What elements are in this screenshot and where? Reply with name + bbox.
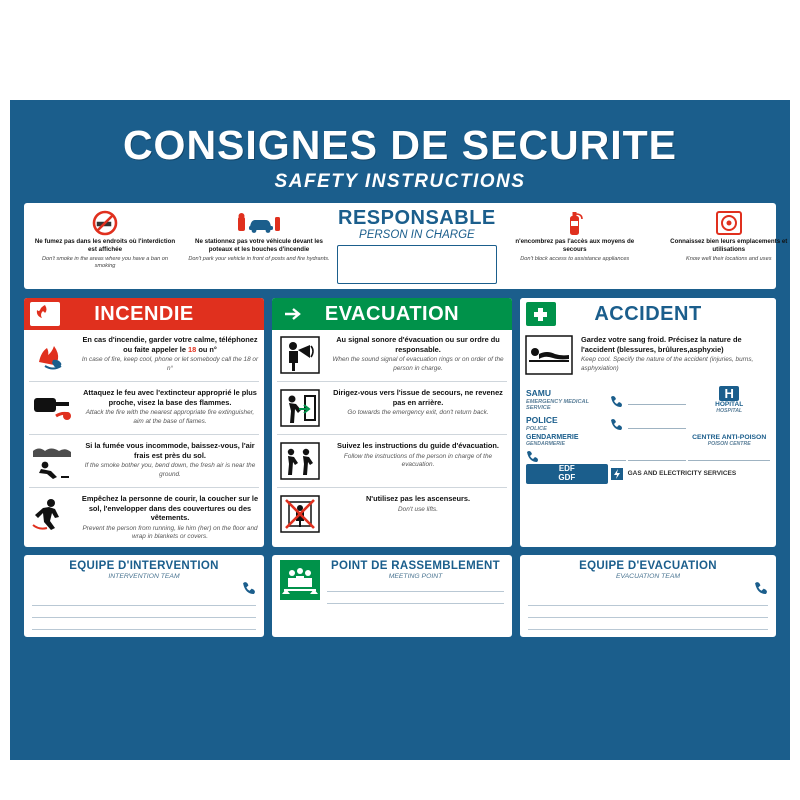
- contact-name: CENTRE ANTI-POISON: [692, 433, 767, 441]
- column-header-accident: [520, 298, 776, 330]
- item-en: Go towards the emergency exit, don't return back.: [347, 409, 489, 417]
- responsable-title-en: PERSON IN CHARGE: [359, 229, 475, 242]
- contact-sub: EMERGENCY MEDICAL SERVICE: [526, 398, 589, 411]
- emergency-exit-icon: [277, 388, 323, 428]
- divider: [29, 434, 259, 435]
- phone-icon: [609, 415, 627, 432]
- column-header-incendie: [24, 298, 264, 330]
- item-fr: Si la fumée vous incommode, baissez-vous, l'air frais est près du sol.: [85, 441, 255, 460]
- item-en: Don't use lifts.: [398, 505, 438, 513]
- extinguisher-use-icon: [29, 388, 75, 428]
- phone-icon: [528, 580, 768, 594]
- item-en: In case of fire, keep cool, phone or let somebody call the 18 or n°: [81, 356, 259, 372]
- note-en: Don't block access to assistance appliances: [520, 255, 630, 262]
- contact-name: GAS AND ELECTRICITY SERVICES: [627, 470, 737, 478]
- contact-row: [525, 415, 771, 432]
- responsable-note-hose-reel: [654, 208, 800, 284]
- item-fr: En cas d'incendie, garder votre calme, téléphonez ou faite appeler le 18 ou n°: [82, 335, 258, 354]
- write-in-line[interactable]: [528, 594, 768, 606]
- intervention-team-box: [24, 555, 264, 637]
- note-fr: Connaissez bien leurs emplacements et utilisations: [670, 238, 788, 253]
- page-subtitle: SAFETY INSTRUCTIONS: [274, 171, 526, 193]
- contact-name: GENDARMERIE: [526, 433, 579, 441]
- note-en: Don't smoke in the areas where you have a ban on smoking: [41, 255, 169, 269]
- contact-value-field[interactable]: [628, 451, 687, 461]
- edf-gdf-badge: EDF GDF: [526, 464, 608, 484]
- follow-guide-icon: [277, 441, 323, 481]
- note-en: Don't park your vehicle in front of posts and fire hydrants.: [188, 255, 330, 262]
- item-fr: Suivez les instructions du guide d'évacuation.: [337, 441, 499, 451]
- write-in-line[interactable]: [32, 618, 256, 630]
- contact-value-field[interactable]: [628, 419, 687, 429]
- assembly-point-icon: [280, 560, 320, 600]
- column-title: ACCIDENT: [594, 302, 702, 325]
- write-in-line[interactable]: [327, 592, 504, 604]
- exit-arrow-icon: [278, 302, 308, 326]
- meeting-point-box: [272, 555, 512, 637]
- contact-row: [525, 448, 771, 463]
- contact-value-field[interactable]: [628, 395, 687, 405]
- write-in-line[interactable]: [32, 606, 256, 618]
- phone-icon: [525, 448, 609, 463]
- no-parking-car-icon: [236, 210, 282, 236]
- first-aid-icon: [526, 302, 556, 326]
- item-fr: Dirigez-vous vers l'issue de secours, ne revenez pas en arrière.: [333, 388, 503, 407]
- item-en: Follow the instructions of the person in charge of the evacuation.: [343, 452, 493, 468]
- divider: [277, 434, 507, 435]
- injured-person-icon: [525, 335, 575, 377]
- alarm-speaker-person-icon: [277, 335, 323, 375]
- responsable-name-field[interactable]: [337, 245, 497, 284]
- stop-running-person-icon: [29, 494, 75, 534]
- box-subtitle: MEETING POINT: [388, 572, 443, 580]
- fire-hose-reel-icon: [715, 210, 743, 236]
- column-incendie: [24, 298, 264, 547]
- evacuation-team-box: [520, 555, 776, 637]
- contact-sub: GENDARMERIE: [526, 441, 565, 448]
- divider: [29, 381, 259, 382]
- responsable-note-extinguisher: [500, 208, 650, 284]
- bottom-strips: [24, 555, 776, 637]
- accident-top-note: [525, 335, 771, 377]
- contact-row: [525, 385, 771, 415]
- emergency-contacts: [525, 385, 771, 485]
- item-en: Prevent the person from running, lie him (her) on the floor and wrap in blankets or covers.: [82, 524, 258, 541]
- contact-sub: POLICE: [526, 425, 547, 432]
- responsable-note-no-parking: [184, 208, 334, 284]
- no-lift-icon: [277, 494, 323, 534]
- divider: [29, 487, 259, 488]
- phone-icon: [609, 385, 627, 415]
- box-title: EQUIPE D'INTERVENTION: [69, 559, 219, 572]
- contact-name: SAMU: [526, 388, 552, 399]
- fire-extinguisher-icon: [563, 210, 587, 236]
- contact-sub: HOSPITAL: [716, 408, 743, 415]
- write-in-line[interactable]: [32, 594, 256, 606]
- item-fr: Gardez votre sang froid. Précisez la nature de l'accident (blessures, brûlures,asphyxie): [581, 335, 742, 354]
- column-title: EVACUATION: [324, 302, 460, 325]
- contact-value-field[interactable]: [610, 451, 626, 461]
- box-title: POINT DE RASSEMBLEMENT: [331, 559, 500, 572]
- item-fr: N'utilisez pas les ascenseurs.: [365, 494, 471, 504]
- item-en: When the sound signal of evacuation rings or on order of the person in charge.: [332, 356, 504, 372]
- contact-value-field[interactable]: [688, 451, 770, 461]
- hospital-h-icon: H: [719, 386, 738, 401]
- column-body-evacuation: [272, 330, 512, 547]
- box-subtitle: INTERVENTION TEAM: [108, 572, 180, 580]
- page-title: CONSIGNES DE SECURITE: [122, 122, 678, 168]
- contact-name: POLICE: [526, 415, 558, 426]
- divider: [277, 487, 507, 488]
- responsable-title: RESPONSABLE: [338, 207, 496, 230]
- contact-sub: POISON CENTRE: [707, 441, 751, 448]
- item-fr: Empêchez la personne de courir, la coucher sur le sol, l'envelopper dans des couvertures ou des vêtements.: [81, 494, 259, 523]
- phone-icon: [32, 580, 256, 594]
- item-fr: Attaquez le feu avec l'extincteur approprié le plus proche, visez la base des flammes.: [83, 388, 257, 407]
- list-item: [277, 494, 507, 534]
- write-in-line[interactable]: [327, 580, 504, 592]
- note-fr: Ne fumez pas dans les endroits où l'interdiction est affichée: [34, 238, 176, 253]
- note-fr: n'encombrez pas l'accès aux moyens de secours: [515, 238, 635, 253]
- list-item: [277, 388, 507, 428]
- no-smoking-icon: [92, 210, 118, 236]
- item-fr: Au signal sonore d'évacuation ou sur ordre du responsable.: [336, 335, 500, 354]
- contact-row: [525, 463, 771, 485]
- electricity-icon: [609, 463, 627, 485]
- item-en: If the smoke bother you, bend down, the fresh air is near the ground.: [84, 462, 256, 478]
- list-item: [29, 335, 259, 375]
- contact-row: [525, 433, 771, 449]
- item-en: Attack the fire with the nearest appropriate fire extinguisher, aim at the base of flames.: [85, 409, 255, 425]
- contact-name: HOPITAL: [715, 401, 744, 409]
- box-title: EQUIPE D'EVACUATION: [579, 559, 717, 572]
- responsable-band: [24, 203, 788, 289]
- note-en: Know well their locations and uses: [685, 255, 772, 262]
- responsable-note-no-smoking: [30, 208, 180, 284]
- list-item: [277, 335, 507, 375]
- list-item: [29, 388, 259, 428]
- column-evacuation: [272, 298, 512, 547]
- note-fr: Ne stationnez pas votre véhicule devant les poteaux et les bouches d'incendie: [195, 238, 323, 253]
- write-in-line[interactable]: [528, 606, 768, 618]
- list-item: [29, 494, 259, 542]
- flame-icon: [30, 302, 60, 326]
- responsable-center: [338, 208, 496, 284]
- column-header-evacuation: [272, 298, 512, 330]
- fire-alarm-phone-icon: [29, 335, 75, 375]
- list-item: [277, 441, 507, 481]
- column-body-incendie: [24, 330, 264, 547]
- crawl-smoke-icon: [29, 441, 75, 481]
- box-subtitle: EVACUATION TEAM: [615, 572, 681, 580]
- divider: [277, 381, 507, 382]
- write-in-line[interactable]: [528, 618, 768, 630]
- safety-poster: [10, 100, 790, 760]
- column-title: INCENDIE: [94, 302, 194, 325]
- column-accident: [520, 298, 776, 547]
- list-item: [29, 441, 259, 481]
- item-en: Keep cool. Specify the nature of the accident (injuries, burns, asphyxiation): [581, 356, 754, 372]
- instruction-columns: [24, 298, 776, 547]
- column-body-accident: [520, 330, 776, 547]
